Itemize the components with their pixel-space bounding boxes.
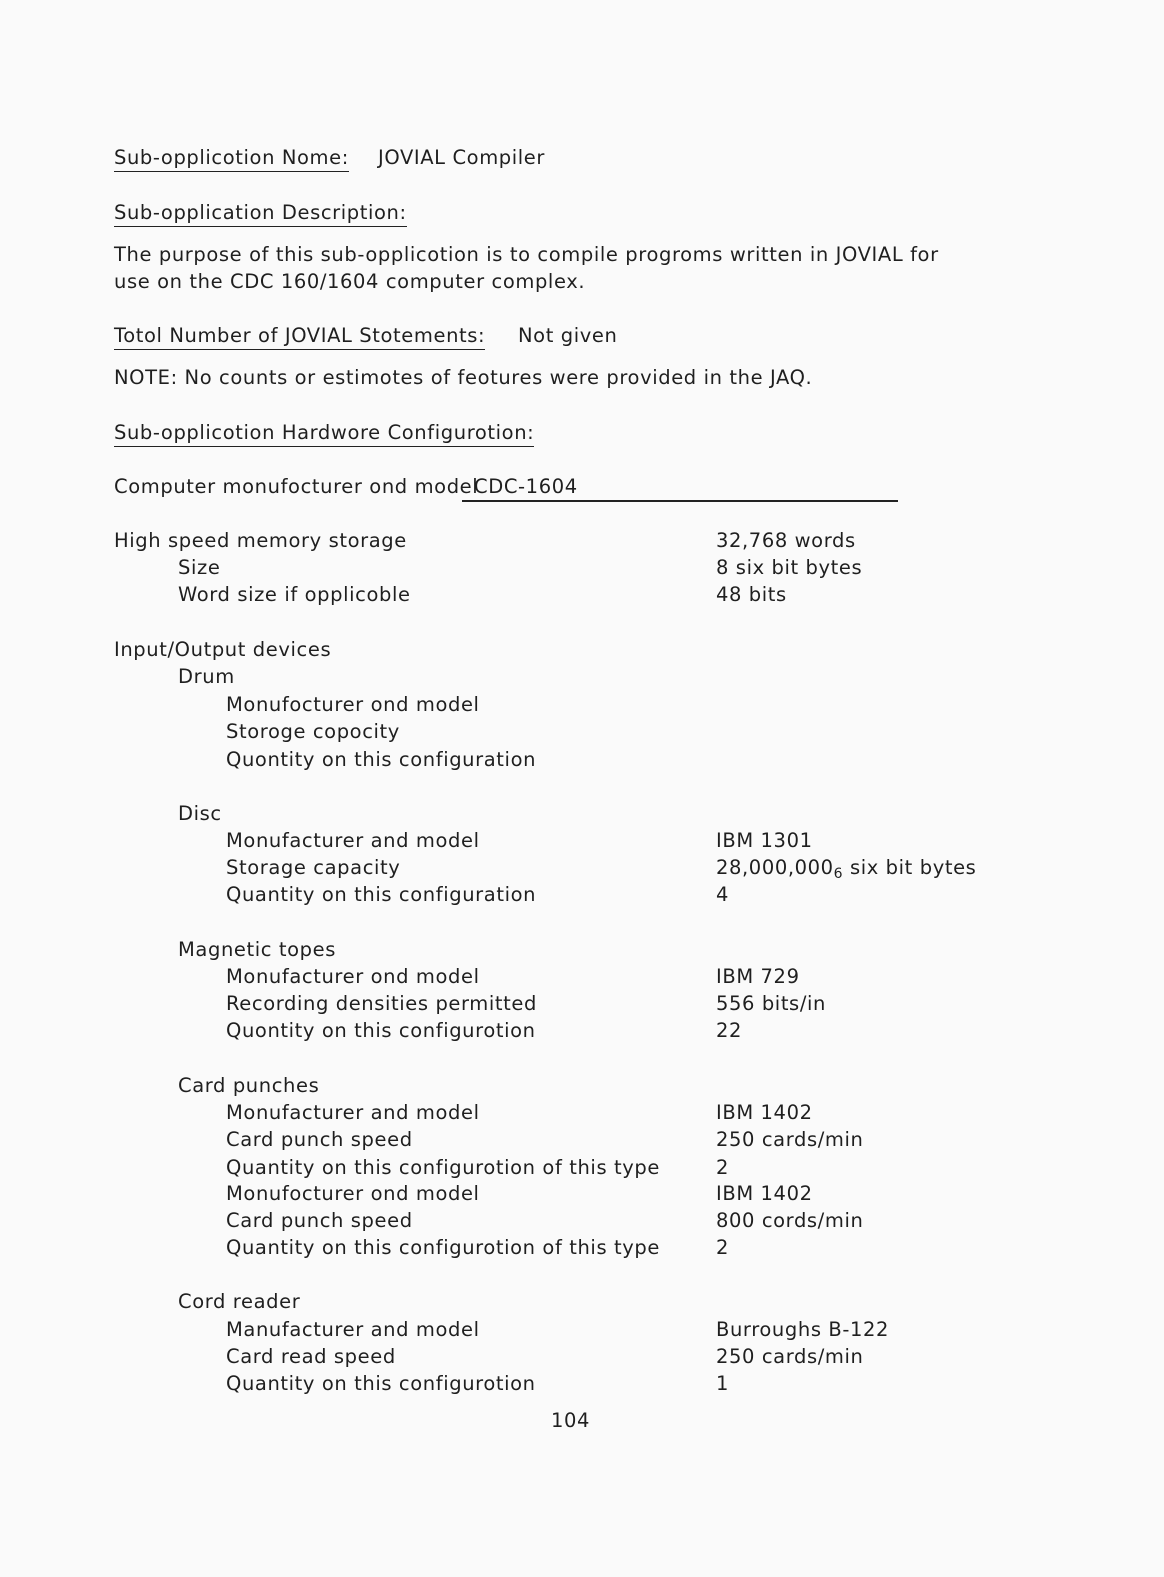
- reader-manufacturer-value: Burroughs B-122: [716, 1318, 890, 1341]
- reader-speed-label: Card read speed: [226, 1345, 396, 1368]
- punch1-speed-label: Card punch speed: [226, 1128, 413, 1151]
- reader-heading: Cord reader: [178, 1290, 301, 1313]
- computer-manufacturer-label: Computer monufocturer ond model: [114, 475, 479, 498]
- disc-manufacturer-label: Monufacturer and model: [226, 829, 480, 852]
- drum-quantity-label: Quontity on this configuration: [226, 748, 537, 771]
- tapes-recording-label: Recording densities permitted: [226, 992, 537, 1015]
- sub-application-name-label: Sub-opplicotion Nome:: [114, 148, 349, 172]
- punch1-quantity-value: 2: [716, 1156, 730, 1179]
- drum-manufacturer-label: Monufocturer ond model: [226, 693, 480, 716]
- reader-quantity-label: Quantity on this configurotion: [226, 1372, 536, 1395]
- disc-capacity-value: [716, 854, 976, 888]
- punch2-speed-value: 800 cords/min: [716, 1209, 864, 1232]
- punch2-quantity-value: 2: [716, 1236, 730, 1259]
- sub-application-description-label: Sub-opplication Description:: [114, 203, 407, 227]
- total-statements-value: Not given: [518, 324, 618, 347]
- tapes-heading: Magnetic topes: [178, 938, 337, 961]
- punch1-manufacturer-value: IBM 1402: [716, 1101, 813, 1124]
- disc-capacity-unit: six bit bytes: [843, 856, 977, 879]
- tapes-quantity-label: Quontity on this configurotion: [226, 1019, 536, 1042]
- disc-capacity-label: Storage capacity: [226, 856, 401, 879]
- punch1-manufacturer-label: Monufacturer and model: [226, 1101, 480, 1124]
- computer-manufacturer-underline: [462, 500, 898, 502]
- hardware-configuration-label: Sub-opplicotion Hardwore Configurotion:: [114, 423, 534, 447]
- drum-capacity-label: Storoge copocity: [226, 720, 400, 743]
- page-number: 104: [551, 1409, 591, 1432]
- disc-quantity-value: 4: [716, 883, 730, 906]
- punch2-manufacturer-value: IBM 1402: [716, 1182, 813, 1205]
- tapes-recording-value: 556 bits/in: [716, 992, 826, 1015]
- punch1-speed-value: 250 cards/min: [716, 1128, 864, 1151]
- disc-manufacturer-value: IBM 1301: [716, 829, 813, 852]
- disc-heading: Disc: [178, 802, 222, 825]
- sub-application-name-value: JOVIAL Compiler: [378, 146, 546, 169]
- punch2-quantity-label: Quantity on this configurotion of this type: [226, 1236, 660, 1259]
- drum-heading: Drum: [178, 665, 235, 688]
- disc-capacity-subscript: 6: [833, 866, 844, 882]
- reader-quantity-value: 1: [716, 1372, 730, 1395]
- punch2-speed-label: Card punch speed: [226, 1209, 413, 1232]
- description-line-2: use on the CDC 160/1604 computer complex.: [114, 270, 586, 293]
- memory-storage-value: 32,768 words: [716, 529, 856, 552]
- word-size-value: 48 bits: [716, 583, 787, 606]
- total-statements-label: Totol Number of JOVIAL Stotements:: [114, 326, 485, 350]
- reader-manufacturer-label: Manufacturer and model: [226, 1318, 480, 1341]
- punch2-manufacturer-label: Monufocturer ond model: [226, 1182, 480, 1205]
- disc-capacity-number: 28,000,000: [716, 856, 834, 879]
- disc-quantity-label: Quantity on this configuration: [226, 883, 537, 906]
- tapes-manufacturer-value: IBM 729: [716, 965, 800, 988]
- memory-size-value: 8 six bit bytes: [716, 556, 863, 579]
- tapes-manufacturer-label: Monufacturer ond model: [226, 965, 480, 988]
- punches-heading: Card punches: [178, 1074, 320, 1097]
- memory-heading: High speed memory storage: [114, 529, 407, 552]
- io-devices-heading: Input/Output devices: [114, 638, 332, 661]
- punch1-quantity-label: Quantity on this configurotion of this type: [226, 1156, 660, 1179]
- reader-speed-value: 250 cards/min: [716, 1345, 864, 1368]
- description-line-1: The purpose of this sub-opplicotion is to compile progroms written in JOVIAL for: [114, 243, 939, 266]
- tapes-quantity-value: 22: [716, 1019, 743, 1042]
- word-size-label: Word size if opplicoble: [178, 583, 411, 606]
- memory-size-label: Size: [178, 556, 221, 579]
- note-text: NOTE: No counts or estimotes of feotures were provided in the JAQ.: [114, 366, 813, 389]
- computer-manufacturer-value: CDC-1604: [474, 475, 578, 498]
